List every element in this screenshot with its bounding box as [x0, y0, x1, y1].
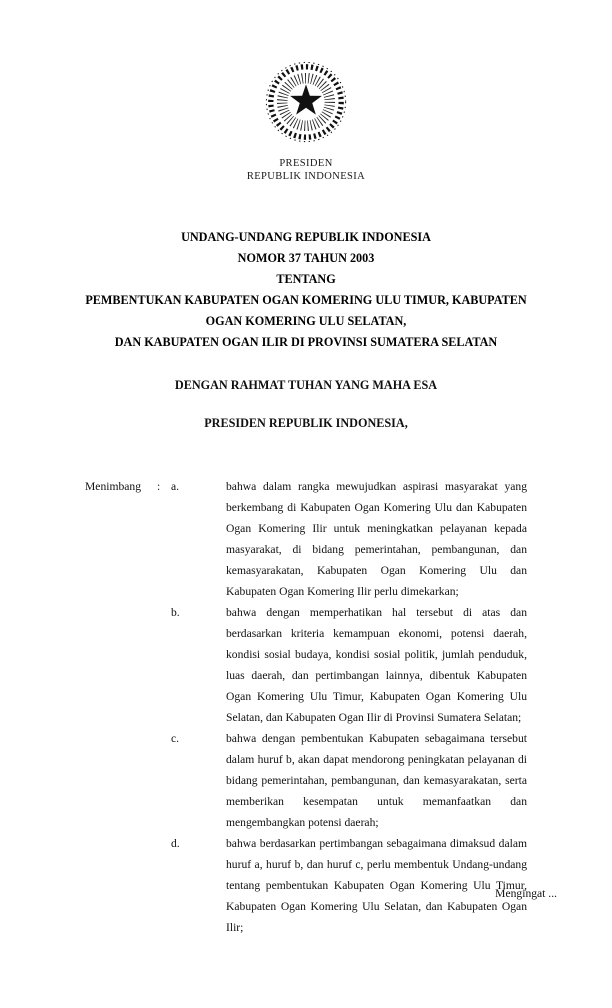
menimbang-colon: : — [157, 480, 161, 493]
institution-name — [0, 157, 612, 183]
title-line-6: DAN KABUPATEN OGAN ILIR DI PROVINSI SUMATERA SELATAN — [114, 335, 498, 349]
menimbang-item-d — [171, 833, 527, 938]
document-title — [0, 227, 612, 353]
menimbang-section — [85, 476, 527, 938]
title-line-3: TENTANG — [276, 272, 336, 286]
star-seal-icon — [262, 58, 350, 146]
item-text: bahwa dengan memperhatikan hal tersebut di atas dan berdasarkan kriteria kemampuan ekonomi, potensi daerah, kondisi sosial budaya, kondisi sosial politik, jumlah penduduk, luas daerah, dan pertimbangan lainnya, dibentuk Kabupaten Ogan Komering Ulu Timur, Kabupaten Ogan Komering Ulu Selatan, dan Kabupaten Ogan Ilir di Provinsi Sumatera Selatan; — [226, 606, 527, 724]
title-line-1: UNDANG-UNDANG REPUBLIK INDONESIA — [181, 230, 431, 244]
menimbang-item-a — [171, 476, 527, 602]
menimbang-label: Menimbang — [85, 480, 142, 493]
page-catchword: Mengingat ... — [495, 887, 557, 900]
title-line-2: NOMOR 37 TAHUN 2003 — [237, 251, 375, 265]
institution-line-republik: REPUBLIK INDONESIA — [246, 171, 366, 182]
title-line-4: PEMBENTUKAN KABUPATEN OGAN KOMERING ULU TIMUR, KABUPATEN — [85, 293, 527, 307]
menimbang-items — [171, 476, 527, 938]
institution-line-presiden: PRESIDEN — [279, 158, 333, 169]
item-text: bahwa dalam rangka mewujudkan aspirasi masyarakat yang berkembang di Kabupaten Ogan Komering Ulu dan Kabupaten Ogan Komering Ilir untuk meningkatkan pelayanan kepada masyarakat, di bidang pemerintahan, pembangunan, dan kemasyarakatan, Kabupaten Ogan Komering Ulu dan Kabupaten Ogan Komering Ilir perlu dimekarkan; — [226, 480, 527, 598]
item-letter: c. — [171, 732, 180, 745]
invocation-line: DENGAN RAHMAT TUHAN YANG MAHA ESA — [174, 378, 438, 392]
authority-line: PRESIDEN REPUBLIK INDONESIA, — [204, 416, 408, 430]
menimbang-item-c — [171, 728, 527, 833]
item-letter: a. — [171, 480, 180, 493]
item-text: bahwa berdasarkan pertimbangan sebagaimana dimaksud dalam huruf a, huruf b, dan huruf c, perlu membentuk Undang-undang tentang pembentukan Kabupaten Ogan Komering Ulu Timur, Kabupaten Ogan Komering Ulu Selatan, dan Kabupaten Ogan Ilir; — [226, 837, 527, 934]
item-letter: d. — [171, 837, 180, 850]
menimbang-item-b — [171, 602, 527, 728]
item-letter: b. — [171, 606, 180, 619]
title-line-5: OGAN KOMERING ULU SELATAN, — [205, 314, 407, 328]
item-text: bahwa dengan pembentukan Kabupaten sebagaimana tersebut dalam huruf b, akan dapat mendorong peningkatan pelayanan di bidang pemerintahan, pembangunan, dan kemasyarakatan, serta memberikan kesempatan untuk memanfaatkan dan mengembangkan potensi daerah; — [226, 732, 527, 829]
presidential-emblem — [262, 58, 350, 151]
